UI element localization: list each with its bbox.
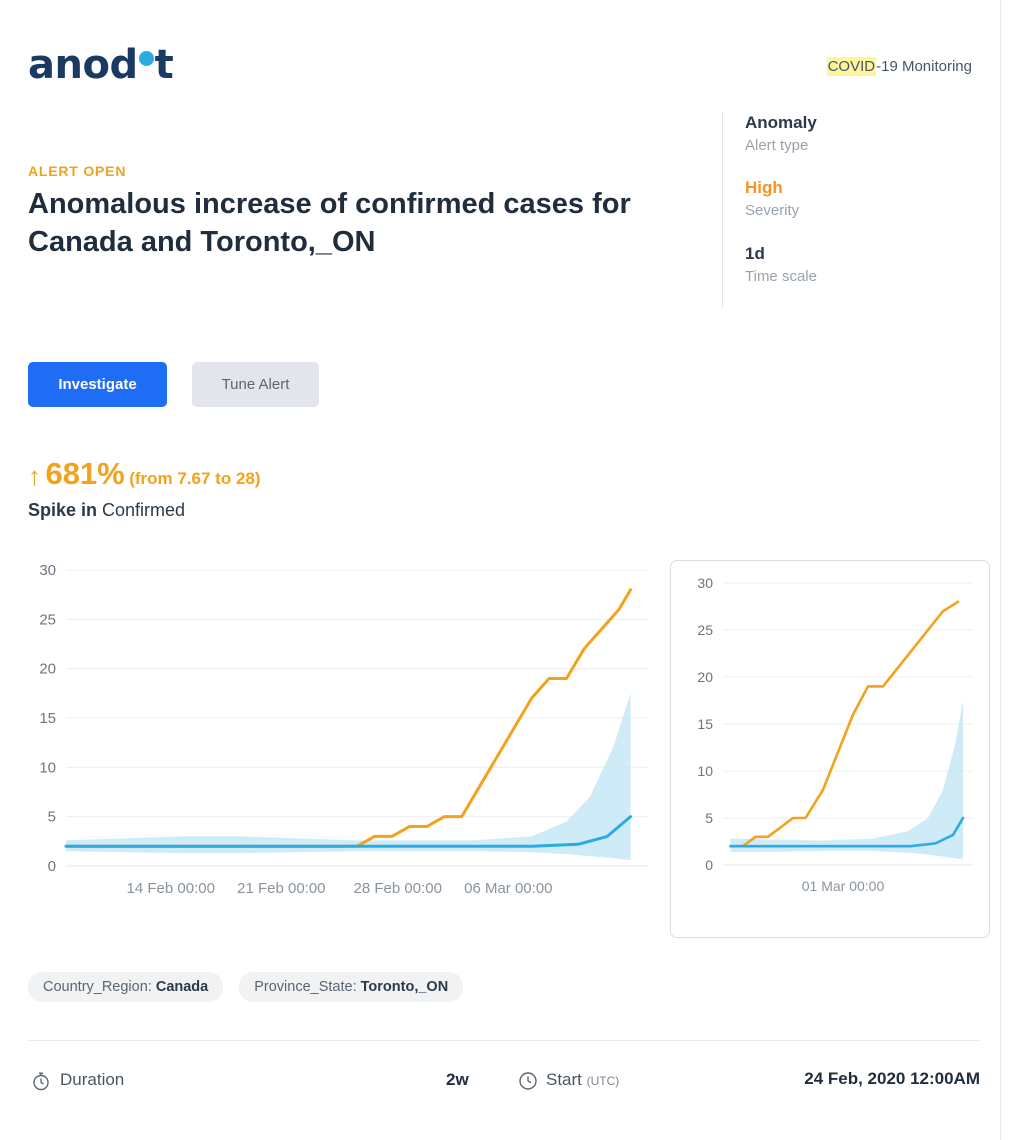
start-label xyxy=(546,1070,619,1090)
start-label-text: Start xyxy=(546,1070,587,1089)
start-label-utc: (UTC) xyxy=(586,1074,620,1088)
svg-text:14 Feb 00:00: 14 Feb 00:00 xyxy=(126,880,215,897)
main-chart-svg xyxy=(18,556,658,926)
meta-time-scale-label: Time scale xyxy=(745,267,817,285)
duration-value: 2w xyxy=(446,1070,469,1089)
covid-rest: -19 Monitoring xyxy=(876,58,972,75)
svg-text:20: 20 xyxy=(39,660,56,678)
svg-text:0: 0 xyxy=(47,858,56,875)
up-arrow-icon: ↑ xyxy=(28,461,41,491)
svg-text:5: 5 xyxy=(47,808,56,826)
spike-percent: 681% xyxy=(45,456,125,491)
alert-meta-panel xyxy=(722,112,982,308)
svg-text:21 Feb 00:00: 21 Feb 00:00 xyxy=(237,880,326,897)
logo-text-right: t xyxy=(154,42,174,88)
svg-text:28 Feb 00:00: 28 Feb 00:00 xyxy=(353,880,442,897)
status-badge: ALERT OPEN xyxy=(28,163,127,179)
svg-text:30: 30 xyxy=(697,575,713,591)
start-value: 24 Feb, 2020 12:00AM xyxy=(804,1069,980,1088)
svg-text:15: 15 xyxy=(697,716,713,732)
mini-chart-svg xyxy=(671,561,989,937)
spike-subtitle-bold: Spike in xyxy=(28,500,98,520)
svg-text:0: 0 xyxy=(705,857,713,873)
clock-icon xyxy=(518,1071,538,1096)
chip-country-region-key: Country_Region: xyxy=(43,979,156,995)
logo-dot-icon xyxy=(139,51,154,66)
svg-text:10: 10 xyxy=(697,763,713,779)
covid-monitoring-label xyxy=(827,58,972,75)
covid-highlight: COVID xyxy=(827,58,876,75)
page-title: Anomalous increase of confirmed cases for Canada and Toronto,_ON xyxy=(28,188,631,258)
meta-severity-label: Severity xyxy=(745,202,800,220)
svg-text:25: 25 xyxy=(697,622,713,638)
svg-text:25: 25 xyxy=(39,611,56,629)
meta-alert-type-value: Anomaly xyxy=(745,113,817,132)
meta-alert-type-label: Alert type xyxy=(745,136,809,154)
chip-country-region[interactable] xyxy=(28,972,223,1002)
spike-summary xyxy=(28,456,261,492)
chip-province-state[interactable] xyxy=(239,972,463,1002)
svg-text:20: 20 xyxy=(697,669,713,685)
meta-alert-type xyxy=(745,112,982,157)
svg-text:5: 5 xyxy=(705,810,713,826)
footer-bar xyxy=(28,1040,980,1110)
main-chart[interactable] xyxy=(18,556,658,926)
tune-alert-button[interactable]: Tune Alert xyxy=(192,362,319,407)
mini-chart[interactable] xyxy=(670,560,990,938)
page-right-divider xyxy=(1000,0,1001,1140)
spike-subtitle xyxy=(28,500,185,521)
svg-text:30: 30 xyxy=(39,562,56,579)
chip-province-state-value: Toronto,_ON xyxy=(360,979,449,995)
meta-time-scale xyxy=(745,243,982,288)
meta-time-scale-value: 1d xyxy=(745,243,765,263)
svg-text:10: 10 xyxy=(39,759,56,777)
svg-text:06 Mar 00:00: 06 Mar 00:00 xyxy=(464,880,553,897)
spike-subtitle-metric: Confirmed xyxy=(97,500,186,520)
investigate-button[interactable]: Investigate xyxy=(28,362,167,407)
svg-text:01 Mar 00:00: 01 Mar 00:00 xyxy=(801,878,885,894)
stopwatch-icon xyxy=(31,1071,51,1096)
chip-country-region-value: Canada xyxy=(155,979,209,995)
chip-province-state-key: Province_State: xyxy=(254,979,361,995)
duration-label: Duration xyxy=(60,1070,125,1089)
meta-severity xyxy=(745,177,982,222)
spike-range: (from 7.67 to 28) xyxy=(129,469,261,488)
anodot-logo xyxy=(28,42,173,88)
meta-severity-value: High xyxy=(745,178,783,198)
logo-text-left: anod xyxy=(28,42,138,88)
dimension-chips xyxy=(28,972,463,1002)
svg-text:15: 15 xyxy=(39,710,56,727)
